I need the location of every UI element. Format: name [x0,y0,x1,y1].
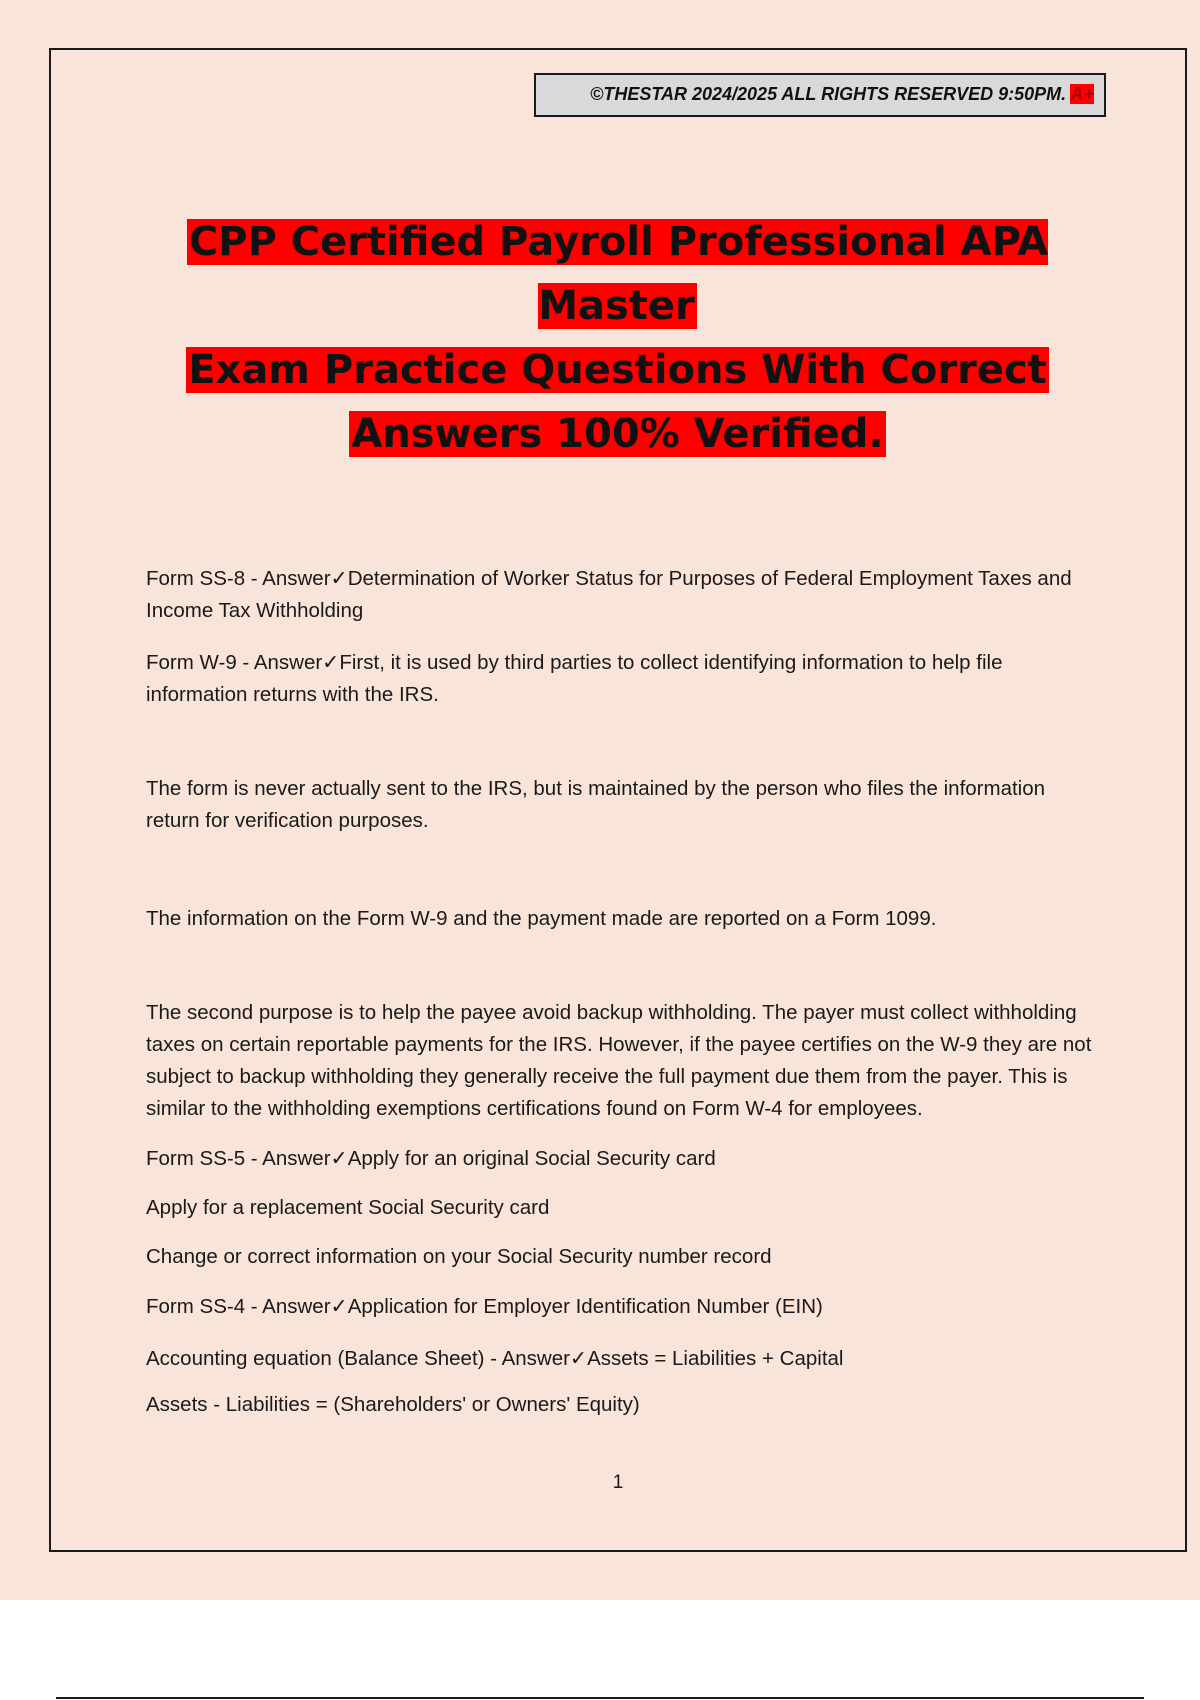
document-title [110,210,1125,466]
entry-correct-record: Change or correct information on your Social Security number record [146,1245,772,1268]
entry-backup-withholding: The second purpose is to help the payee avoid backup withholding. The payer must collect withholding taxes on certain reportable payments for the IRS. However, if the payee certifies on the W-9 they are not subject to backup withholding they generally receive the full payment due them from the payer. This is similar to the withholding exemptions certifications found on Form W-4 for employees. [146,1001,1092,1120]
entry-equity: Assets - Liabilities = (Shareholders' or Owners' Equity) [146,1393,640,1416]
entry-form-w9: Form W-9 - Answer✓First, it is used by third parties to collect identifying information to help file information returns with the IRS. [146,651,1003,706]
title-line-2: Exam Practice Questions With Correct [188,347,1047,393]
entry-form-ss8: Form SS-8 - Answer✓Determination of Worker Status for Purposes of Federal Employment Taxes and Income Tax Withholding [146,567,1072,622]
entry-accounting-equation: Accounting equation (Balance Sheet) - Answer✓Assets = Liabilities + Capital [146,1347,844,1370]
question-answer-list [146,563,1096,1421]
entry-w9-not-sent: The form is never actually sent to the IRS, but is maintained by the person who files the information return for verification purposes. [146,777,1046,832]
entry-form-ss5: Form SS-5 - Answer✓Apply for an original Social Security card [146,1147,716,1170]
bottom-divider [56,1697,1144,1699]
title-line-1: CPP Certified Payroll Professional APA Master [188,219,1049,329]
copyright-header [534,73,1106,117]
entry-w9-reported-1099: The information on the Form W-9 and the payment made are reported on a Form 1099. [146,907,937,930]
grade-badge: A+ [1070,84,1094,104]
title-line-3: Answers 100% Verified. [351,411,884,457]
entry-form-ss4: Form SS-4 - Answer✓Application for Employer Identification Number (EIN) [146,1295,823,1318]
copyright-text: ©THESTAR 2024/2025 ALL RIGHTS RESERVED 9:50PM. [590,84,1067,104]
page-number: 1 [612,1472,624,1493]
entry-replacement-card: Apply for a replacement Social Security card [146,1196,550,1219]
